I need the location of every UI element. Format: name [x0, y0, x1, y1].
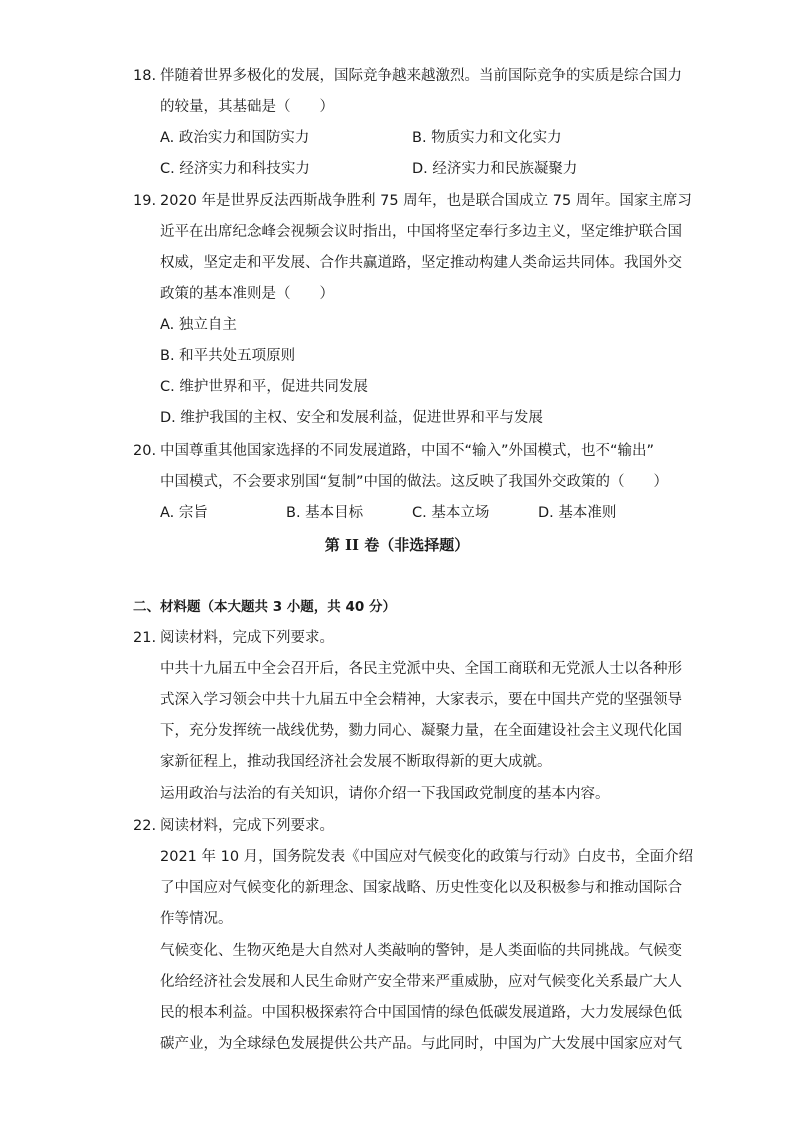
option-b: B. 物质实力和文化实力: [412, 130, 562, 146]
option-d: D. 经济实力和民族凝聚力: [412, 161, 578, 177]
question-number: 18.: [133, 68, 157, 84]
option-d: D. 维护我国的主权、安全和发展利益，促进世界和平与发展: [160, 410, 543, 426]
option-a: A. 独立自主: [160, 317, 237, 333]
question-task: 运用政治与法治的有关知识，请你介绍一下我国政党制度的基本内容。: [160, 786, 610, 802]
question-number: 20.: [133, 443, 157, 459]
section-header: 二、材料题（本大题共 3 小题，共 40 分）: [133, 599, 396, 615]
question-text-line: 中国尊重其他国家选择的不同发展道路，中国不“输入”外国模式，也不“输出”: [160, 443, 655, 459]
question-number: 22.: [133, 818, 157, 834]
material-line: 作等情况。: [160, 911, 233, 927]
option-d: D. 基本准则: [538, 505, 617, 521]
material-line: 了中国应对气候变化的新理念、国家战略、历史性变化以及积极参与和推动国际合: [160, 880, 682, 896]
question-intro: 阅读材料，完成下列要求。: [160, 818, 334, 834]
option-a: A. 宗旨: [160, 505, 208, 521]
material-line: 下，充分发挥统一战线优势，勠力同心、凝聚力量，在全面建设社会主义现代化国: [160, 723, 682, 739]
option-b: B. 基本目标: [286, 505, 364, 521]
option-c: C. 经济实力和科技实力: [160, 161, 310, 177]
question-number: 21.: [133, 630, 157, 646]
material-line: 民的根本利益。中国积极探索符合中国国情的绿色低碳发展道路，大力发展绿色低: [160, 1005, 682, 1021]
question-text-line: 政策的基本准则是（ ）: [160, 286, 334, 302]
question-number: 19.: [133, 193, 157, 209]
material-line: 2021 年 10 月，国务院发表《中国应对气候变化的政策与行动》白皮书，全面介绍: [160, 849, 694, 865]
material-line: 气候变化、生物灭绝是大自然对人类敲响的警钟，是人类面临的共同挑战。气候变: [160, 943, 682, 959]
material-line: 碳产业，为全球绿色发展提供公共产品。与此同时，中国为广大发展中国家应对气: [160, 1036, 682, 1052]
question-intro: 阅读材料，完成下列要求。: [160, 630, 334, 646]
question-text-line: 权威，坚定走和平发展、合作共赢道路，坚定推动构建人类命运共同体。我国外交: [160, 255, 682, 271]
material-line: 化给经济社会发展和人民生命财产安全带来严重威胁，应对气候变化关系最广大人: [160, 974, 682, 990]
question-text-line: 2020 年是世界反法西斯战争胜利 75 周年，也是联合国成立 75 周年。国家主席习: [160, 193, 692, 209]
question-text-line: 的较量，其基础是（ ）: [160, 99, 334, 115]
material-line: 中共十九届五中全会召开后，各民主党派中央、全国工商联和无党派人士以各种形: [160, 661, 682, 677]
question-text-line: 中国模式，不会要求别国“复制”中国的做法。这反映了我国外交政策的（ ）: [160, 474, 669, 490]
option-a: A. 政治实力和国防实力: [160, 130, 310, 146]
question-text-line: 近平在出席纪念峰会视频会议时指出，中国将坚定奉行多边主义，坚定维护联合国: [160, 224, 682, 240]
question-text-line: 伴随着世界多极化的发展，国际竞争越来越激烈。当前国际竞争的实质是综合国力: [160, 68, 682, 84]
option-c: C. 维护世界和平，促进共同发展: [160, 379, 368, 395]
material-line: 式深入学习领会中共十九届五中全会精神，大家表示，要在中国共产党的坚强领导: [160, 692, 682, 708]
part-title: 第 II 卷（非选择题）: [324, 536, 470, 554]
option-c: C. 基本立场: [412, 505, 490, 521]
material-line: 家新征程上，推动我国经济社会发展不断取得新的更大成就。: [160, 754, 552, 770]
option-b: B. 和平共处五项原则: [160, 348, 296, 364]
